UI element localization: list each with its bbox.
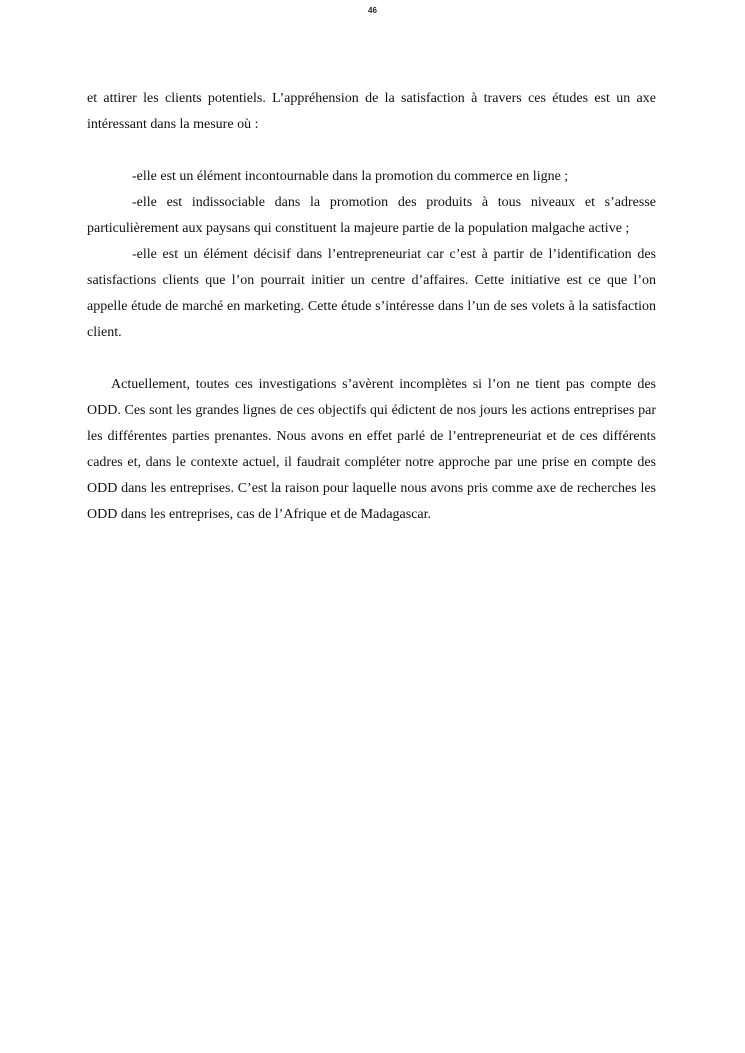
bullet-item-entrepreneuriat: -elle est un élément décisif dans l’entrepreneuriat car c’est à partir de l’identification des satisfactions clients que l’on pourrait initier un centre d’affaires. Cette initiative est ce que l’on appelle étude de marché en marketing. Cette étude s’intéresse dans l’un de ses volets à la satisfaction client. <box>87 247 656 340</box>
paragraph-intro: et attirer les clients potentiels. L’appréhension de la satisfaction à travers ces études est un axe intéressant dans la mesure où : <box>87 91 656 132</box>
document-body <box>87 86 656 528</box>
page-number: 46 <box>368 6 377 15</box>
bullet-item-commerce: -elle est un élément incontournable dans la promotion du commerce en ligne ; <box>132 169 569 184</box>
bullet-item-produits: -elle est indissociable dans la promotion des produits à tous niveaux et s’adresse particulièrement aux paysans qui constituent la majeure partie de la population malgache active ; <box>87 195 656 236</box>
paragraph-spacer <box>87 138 656 164</box>
paragraph-spacer <box>87 346 656 372</box>
paragraph-odd: Actuellement, toutes ces investigations s’avèrent incomplètes si l’on ne tient pas compte des ODD. Ces sont les grandes lignes de ces objectifs qui édictent de nos jours les actions entreprises par les différentes parties prenantes. Nous avons en effet parlé de l’entrepreneuriat et de ces différents cadres et, dans le contexte actuel, il faudrait compléter notre approche par une prise en compte des ODD dans les entreprises. C’est la raison pour laquelle nous avons pris comme axe de recherches les ODD dans les entreprises, cas de l’Afrique et de Madagascar. <box>87 377 656 522</box>
